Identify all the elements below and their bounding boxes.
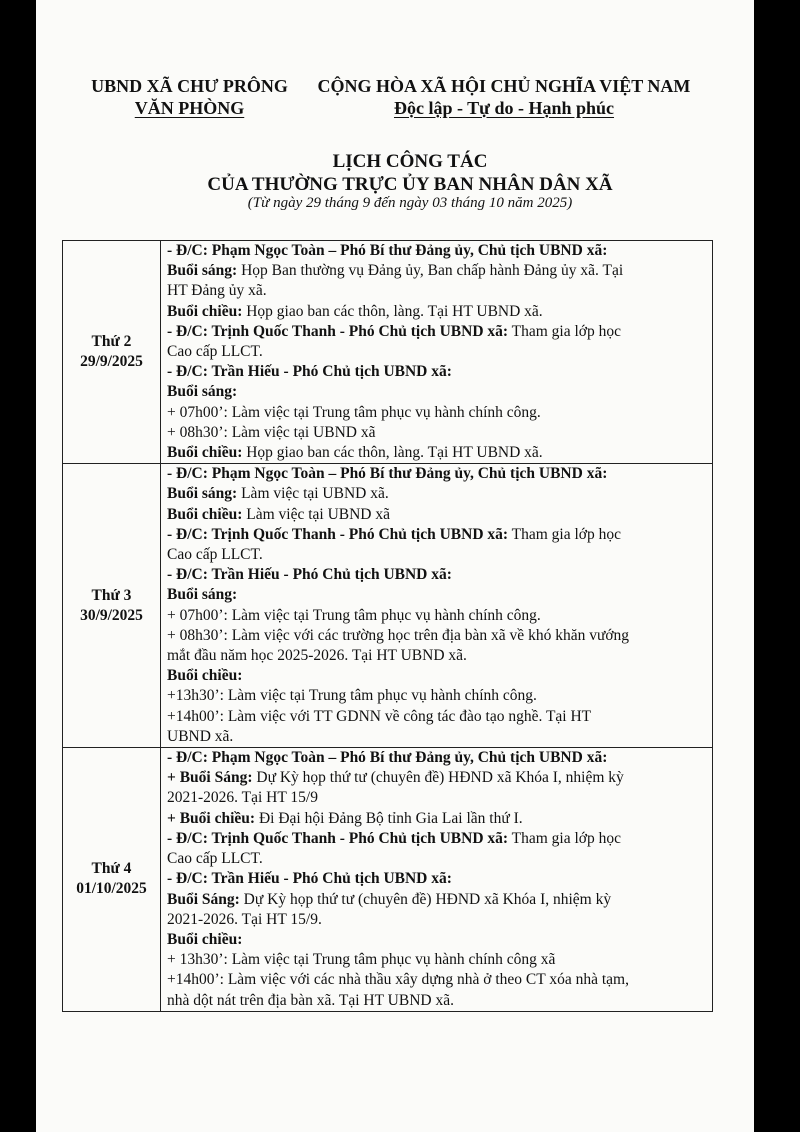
line-text: Tham gia lớp học (508, 322, 622, 340)
line-label: Buổi chiều: (167, 930, 243, 948)
schedule-line (167, 261, 706, 281)
schedule-line (167, 505, 706, 525)
schedule-row (63, 241, 713, 464)
line-label: - Đ/C: Trịnh Quốc Thanh - Phó Chủ tịch UBND xã: (167, 525, 509, 543)
schedule-table (62, 240, 713, 1012)
line-label: Buổi sáng: (167, 485, 238, 503)
line-label: Buổi chiều: (167, 667, 243, 685)
line-label: Buổi sáng: (167, 586, 238, 604)
title-line-2: CỦA THƯỜNG TRỰC ỦY BAN NHÂN DÂN XÃ (207, 174, 613, 195)
line-label: Buổi chiều: (167, 505, 243, 523)
line-text: Cao cấp LLCT. (167, 850, 263, 868)
line-text: +14h00’: Làm việc với các nhà thầu xây dựng nhà ở theo CT xóa nhà tạm, (167, 971, 629, 989)
schedule-line (167, 788, 706, 808)
line-text: Cao cấp LLCT. (167, 546, 263, 564)
line-label: - Đ/C: Trần Hiếu - Phó Chủ tịch UBND xã: (167, 870, 452, 888)
national-header (300, 75, 708, 119)
schedule-line (167, 606, 706, 626)
schedule-line (167, 748, 706, 768)
weekday: Thứ 4 (91, 860, 132, 878)
schedule-line (167, 382, 706, 402)
line-label: - Đ/C: Trần Hiếu - Phó Chủ tịch UBND xã: (167, 363, 452, 381)
title-line-1: LỊCH CÔNG TÁC (332, 151, 488, 172)
line-label: - Đ/C: Phạm Ngọc Toàn – Phó Bí thư Đảng ủy, Chủ tịch UBND xã: (167, 749, 608, 767)
weekday: Thứ 3 (91, 586, 132, 604)
line-text: Cao cấp LLCT. (167, 343, 263, 361)
schedule-line (167, 484, 706, 504)
schedule-line (167, 991, 706, 1011)
weekday: Thứ 2 (91, 333, 132, 351)
line-text: 2021-2026. Tại HT 15/9. (167, 910, 322, 928)
schedule-line (167, 910, 706, 930)
line-text: Họp giao ban các thôn, làng. Tại HT UBND xã. (242, 302, 543, 320)
line-label: - Đ/C: Trịnh Quốc Thanh - Phó Chủ tịch UBND xã: (167, 322, 509, 340)
schedule-line (167, 970, 706, 990)
schedule-line (167, 362, 706, 382)
line-text: Dự Kỳ họp thứ tư (chuyên đề) HĐND xã Khóa I, nhiệm kỳ (239, 890, 612, 908)
line-label: - Đ/C: Trần Hiếu - Phó Chủ tịch UBND xã: (167, 566, 452, 584)
schedule-line (167, 646, 706, 666)
line-label: + Buổi chiều: (167, 809, 256, 827)
schedule-line (167, 565, 706, 585)
line-label: + Buổi Sáng: (167, 769, 253, 787)
schedule-row (63, 464, 713, 748)
schedule-line (167, 950, 706, 970)
schedule-line (167, 443, 706, 463)
line-text: + 08h30’: Làm việc tại UBND xã (167, 423, 376, 441)
date: 29/9/2025 (80, 353, 143, 371)
line-text: Tham gia lớp học (508, 525, 622, 543)
agency-name: UBND XÃ CHƯ PRÔNG (91, 76, 288, 96)
day-cell (63, 748, 161, 1012)
schedule-line (167, 849, 706, 869)
motto: Độc lập - Tự do - Hạnh phúc (393, 98, 615, 118)
schedule-line (167, 869, 706, 889)
document-title (120, 150, 700, 196)
schedule-content (161, 748, 713, 1012)
day-cell (63, 241, 161, 464)
nation-name: CỘNG HÒA XÃ HỘI CHỦ NGHĨA VIỆT NAM (317, 76, 691, 96)
line-label: Buổi sáng: (167, 383, 238, 401)
line-text: Làm việc tại UBND xã (242, 505, 390, 523)
line-text: + 07h00’: Làm việc tại Trung tâm phục vụ hành chính công. (167, 606, 541, 624)
schedule-line (167, 930, 706, 950)
line-label: Buổi chiều: (167, 302, 243, 320)
schedule-line (167, 281, 706, 301)
schedule-line (167, 890, 706, 910)
schedule-row (63, 748, 713, 1012)
schedule-line (167, 403, 706, 423)
schedule-line (167, 241, 706, 261)
schedule-line (167, 525, 706, 545)
schedule-line (167, 464, 706, 484)
schedule-line (167, 302, 706, 322)
date: 01/10/2025 (76, 880, 147, 898)
schedule-line (167, 707, 706, 727)
line-label: Buổi chiều: (167, 444, 243, 462)
line-text: + 07h00’: Làm việc tại Trung tâm phục vụ hành chính công. (167, 403, 541, 421)
line-text: + 13h30’: Làm việc tại Trung tâm phục vụ hành chính công xã (167, 951, 556, 969)
line-text: + 08h30’: Làm việc với các trường học trên địa bàn xã về khó khăn vướng (167, 626, 630, 644)
line-text: mắt đầu năm học 2025-2026. Tại HT UBND xã. (167, 647, 467, 665)
line-text: HT Đảng ủy xã. (167, 282, 267, 300)
schedule-content (161, 241, 713, 464)
schedule-line (167, 342, 706, 362)
schedule-content (161, 464, 713, 748)
schedule-line (167, 585, 706, 605)
day-cell (63, 464, 161, 748)
issuing-agency (82, 75, 297, 119)
line-text: Họp giao ban các thôn, làng. Tại HT UBND xã. (242, 444, 543, 462)
schedule-line (167, 686, 706, 706)
schedule-line (167, 322, 706, 342)
schedule-line (167, 666, 706, 686)
line-text: Họp Ban thường vụ Đảng ủy, Ban chấp hành Đảng ủy xã. Tại (237, 262, 624, 280)
date: 30/9/2025 (80, 606, 143, 624)
line-text: 2021-2026. Tại HT 15/9 (167, 789, 318, 807)
schedule-line (167, 727, 706, 747)
schedule-line (167, 809, 706, 829)
line-text: Tham gia lớp học (508, 829, 622, 847)
schedule-line (167, 626, 706, 646)
schedule-line (167, 423, 706, 443)
line-text: +13h30’: Làm việc tại Trung tâm phục vụ hành chính công. (167, 687, 537, 705)
line-label: Buổi Sáng: (167, 890, 240, 908)
schedule-line (167, 545, 706, 565)
schedule-line (167, 829, 706, 849)
line-text: Làm việc tại UBND xã. (237, 485, 389, 503)
line-text: +14h00’: Làm việc với TT GDNN về công tác đào tạo nghề. Tại HT (167, 707, 592, 725)
line-text: Đi Đại hội Đảng Bộ tỉnh Gia Lai lần thứ I. (255, 809, 523, 827)
schedule-line (167, 768, 706, 788)
line-text: Dự Kỳ họp thứ tư (chuyên đề) HĐND xã Khóa I, nhiệm kỳ (252, 769, 624, 787)
line-text: UBND xã. (167, 727, 234, 745)
line-label: Buổi sáng: (167, 262, 238, 280)
office-name: VĂN PHÒNG (134, 98, 245, 118)
line-label: - Đ/C: Phạm Ngọc Toàn – Phó Bí thư Đảng ủy, Chủ tịch UBND xã: (167, 465, 608, 483)
line-text: nhà dột nát trên địa bàn xã. Tại HT UBND xã. (167, 991, 454, 1009)
line-label: - Đ/C: Phạm Ngọc Toàn – Phó Bí thư Đảng ủy, Chủ tịch UBND xã: (167, 242, 608, 259)
period-subtitle: (Từ ngày 29 tháng 9 đến ngày 03 tháng 10 năm 2025) (247, 195, 573, 211)
line-label: - Đ/C: Trịnh Quốc Thanh - Phó Chủ tịch UBND xã: (167, 829, 509, 847)
